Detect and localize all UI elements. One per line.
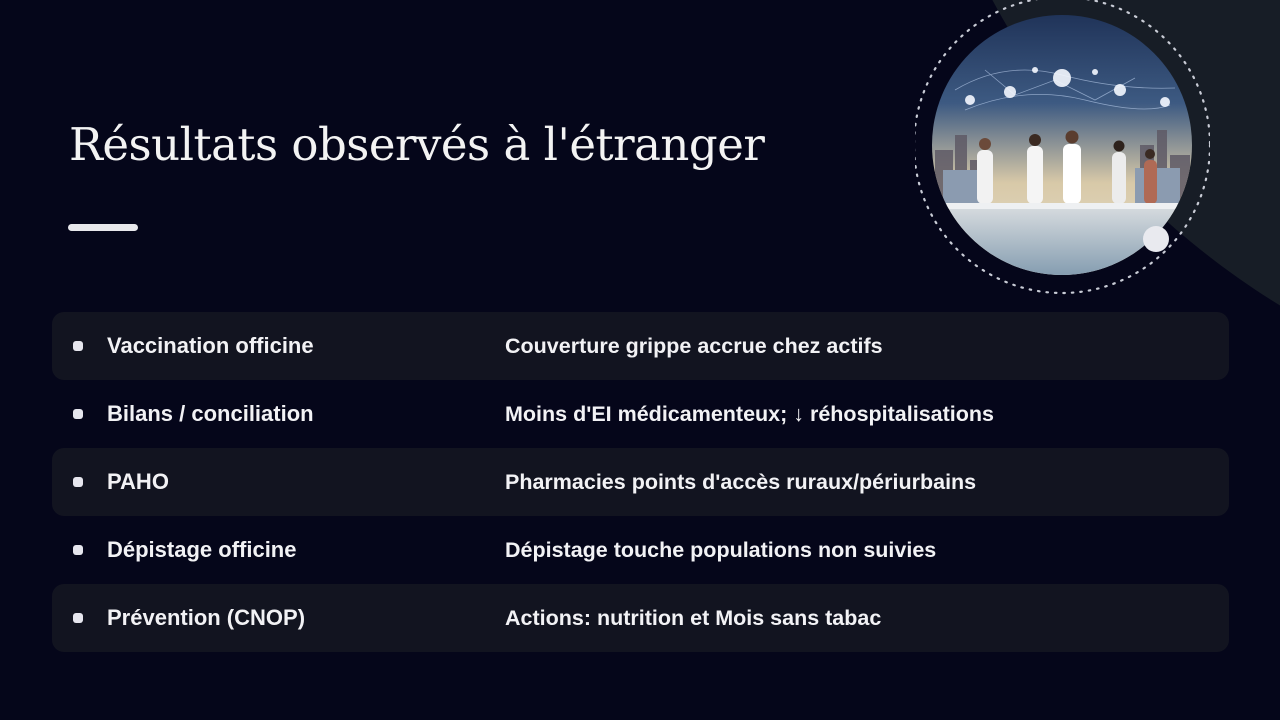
bullet-icon [73,409,83,419]
row-label: Dépistage officine [107,537,297,562]
table-row [52,448,1229,516]
row-label: Vaccination officine [107,333,314,358]
results-table [52,312,1229,652]
row-value: Dépistage touche populations non suivies [505,538,937,562]
row-label: Bilans / conciliation [107,401,314,426]
row-value: Pharmacies points d'accès ruraux/périurbains [505,470,977,494]
bullet-icon [73,545,83,555]
row-value: Moins d'EI médicamenteux; ↓ réhospitalisations [505,402,994,426]
bullet-icon [73,341,83,351]
row-label: Prévention (CNOP) [107,605,306,630]
table-row [52,516,1229,584]
slide-title: Résultats observés à l'étranger [69,118,765,171]
pharmacy-illustration [915,0,1210,295]
row-label: PAHO [107,469,169,494]
bullet-icon [73,477,83,487]
table-row [52,380,1229,448]
title-underline [68,224,138,231]
ring-knob [1143,226,1169,252]
table-row [52,584,1229,652]
table-row [52,312,1229,380]
row-value: Couverture grippe accrue chez actifs [505,334,883,358]
bullet-icon [73,613,83,623]
row-value: Actions: nutrition et Mois sans tabac [505,606,882,630]
